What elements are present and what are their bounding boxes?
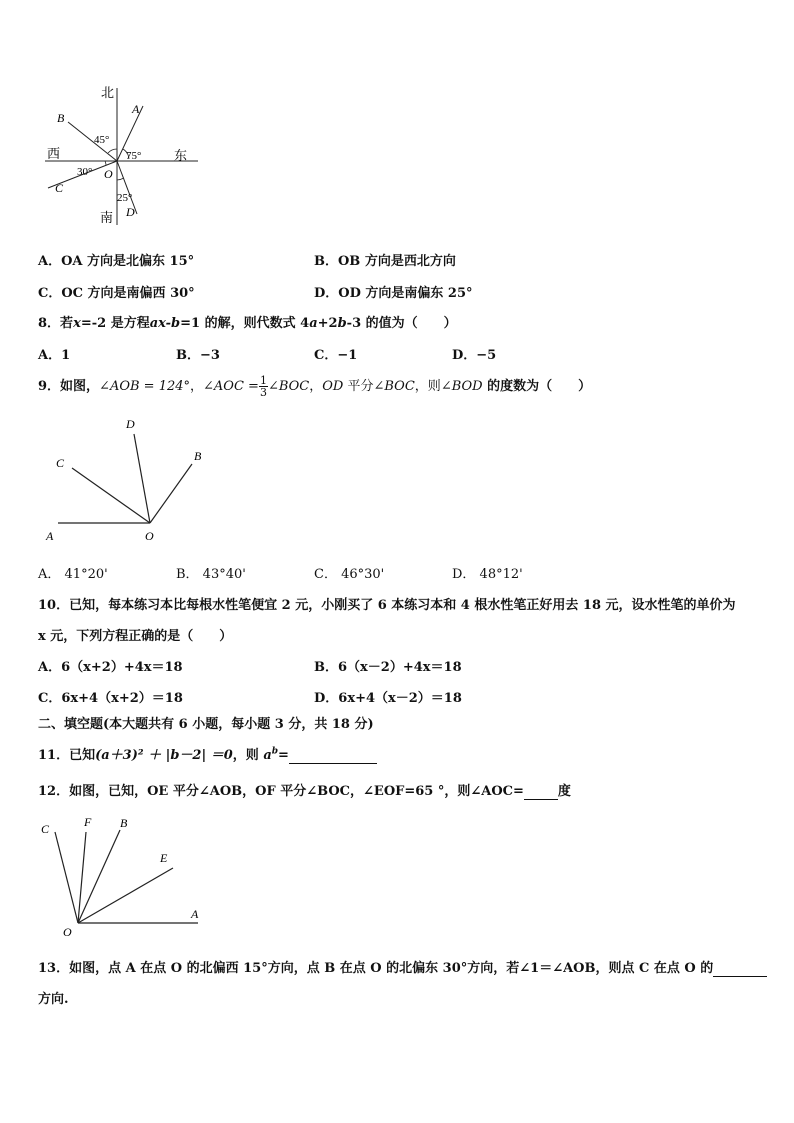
q8-equation: ax-b [149, 316, 181, 331]
label-b: B [194, 449, 202, 463]
q7-option-d: D．OD 方向是南偏东 25° [314, 286, 473, 301]
answer-blank[interactable] [524, 784, 558, 800]
q9-option-c: C． 46°30' [314, 567, 385, 582]
ray-ob [78, 830, 120, 923]
q13-text: 13．如图，点 A 在点 O 的北偏西 15°方向，点 B 在点 O 的北偏东 30°方向，若∠1＝∠AOB，则点 C 在点 O 的 [38, 961, 714, 976]
label-a: A [132, 102, 140, 116]
label-c: C [55, 181, 64, 195]
label-d: D [126, 417, 135, 431]
q11-text: 11．已知 [38, 748, 96, 763]
label-o: O [63, 925, 72, 939]
q9-math: ∠AOB = 124° [99, 379, 191, 394]
ray-oc [72, 468, 150, 523]
q9-figure [40, 412, 220, 547]
label-c: C [56, 456, 65, 470]
angle-25: 25° [117, 192, 133, 204]
q9-option-b: B． 43°40' [176, 567, 246, 582]
angle-75: 75° [126, 150, 142, 162]
north-label: 北 [101, 85, 115, 100]
angle-30: 30° [77, 166, 93, 178]
q8-option-a: A．1 [38, 348, 71, 363]
q7-option-a: A．OA 方向是北偏东 15° [38, 254, 195, 269]
q12-unit: 度 [557, 784, 571, 799]
q9-math: ∠BOD [440, 379, 483, 394]
q9-text: 平分 [343, 379, 374, 394]
label-b: B [120, 816, 128, 830]
ray-oc [55, 832, 78, 923]
q11-text: = [278, 748, 289, 763]
label-c: C [41, 822, 50, 836]
label-e: E [160, 851, 168, 865]
q12-figure [38, 812, 213, 942]
q11-text: ，则 [232, 748, 264, 763]
q10-option-b: B．6（x－2）+4x＝18 [314, 660, 462, 675]
arc-25 [117, 178, 124, 180]
label-o: O [145, 529, 154, 543]
q10-option-c: C．6x+4（x+2）＝18 [38, 691, 183, 706]
arc-30 [105, 161, 106, 165]
ray-oe [78, 868, 173, 923]
q7-option-b: B．OB 方向是西北方向 [314, 254, 456, 269]
q9-text: ， [190, 379, 204, 394]
q10-option-d: D．6x+4（x－2）＝18 [314, 691, 462, 706]
label-o: O [104, 167, 113, 181]
south-label: 南 [100, 210, 114, 225]
angle-45: 45° [94, 134, 110, 146]
east-label: 东 [174, 148, 188, 163]
q12-stem [38, 780, 571, 800]
q7-option-c: C．OC 方向是南偏西 30° [38, 286, 195, 301]
label-a: A [46, 529, 54, 543]
q9-math: ∠AOC = [203, 379, 259, 394]
q12-text: 12．如图，已知，OE 平分∠AOB，OF 平分∠BOC，∠EOF=65 °，则∠AOC= [38, 784, 524, 799]
q11-base: a [263, 748, 272, 763]
answer-blank[interactable] [289, 748, 377, 764]
q9-text: 的度数为（ ） [482, 379, 592, 394]
q11-exponent: b [271, 746, 279, 757]
q8-var-a: a [309, 316, 318, 331]
ray-ob [68, 122, 117, 161]
q8-stem [38, 312, 457, 331]
q9-math: OD [322, 379, 344, 394]
q8-text: 若 [60, 316, 74, 331]
q8-var-b: b [337, 316, 347, 331]
q8-option-b: B．−3 [176, 348, 220, 363]
q9-number: 9．如图， [38, 379, 100, 394]
q9-option-d: D． 48°12' [452, 567, 523, 582]
q9-math: ∠BOC [373, 379, 415, 394]
q10-option-a: A．6（x+2）+4x＝18 [38, 660, 183, 675]
q8-text: =-2 是方程 [80, 316, 150, 331]
label-a: A [191, 907, 199, 921]
q10-stem-line2: x 元，下列方程正确的是（ ） [38, 629, 233, 644]
q9-text: ， [309, 379, 323, 394]
label-f: F [84, 815, 92, 829]
label-b: B [57, 111, 65, 125]
q13-stem-line2: 方向. [38, 992, 69, 1007]
q8-text: =1 的解，则代数式 4 [180, 316, 310, 331]
answer-blank[interactable] [713, 961, 767, 977]
q8-var-x: x [73, 316, 81, 331]
q8-option-d: D．−5 [452, 348, 497, 363]
q11-expression: (a＋3)² ＋ |b－2| ＝0 [95, 748, 233, 763]
compass-figure [40, 80, 210, 230]
section-heading: 二、填空题(本大题共有 6 小题，每小题 3 分，共 18 分) [38, 717, 374, 732]
q13-stem-line1 [38, 957, 767, 977]
q10-stem-line1: 10．已知，每本练习本比每根水性笔便宜 2 元，小刚买了 6 本练习本和 4 根水性笔正好用去 18 元，设水性笔的单价为 [38, 598, 736, 613]
q9-math: ∠BOC [267, 379, 310, 394]
q8-option-c: C．−1 [314, 348, 358, 363]
q8-text: -3 的值为（ ） [346, 316, 457, 331]
q8-text: +2 [317, 316, 338, 331]
label-d: D [126, 205, 135, 219]
fraction-numerator: 1 [259, 374, 267, 387]
fraction-denominator: 3 [259, 386, 267, 399]
ray-od [134, 434, 150, 523]
ray-ob [150, 464, 192, 523]
arc-45 [108, 149, 117, 153]
q9-fraction [259, 375, 268, 398]
q9-option-a: A． 41°20' [38, 567, 108, 582]
west-label: 西 [47, 146, 61, 161]
q11-stem [38, 744, 377, 764]
q8-number: 8． [38, 316, 61, 331]
q9-stem [38, 374, 591, 400]
q9-text: ，则 [414, 379, 441, 394]
